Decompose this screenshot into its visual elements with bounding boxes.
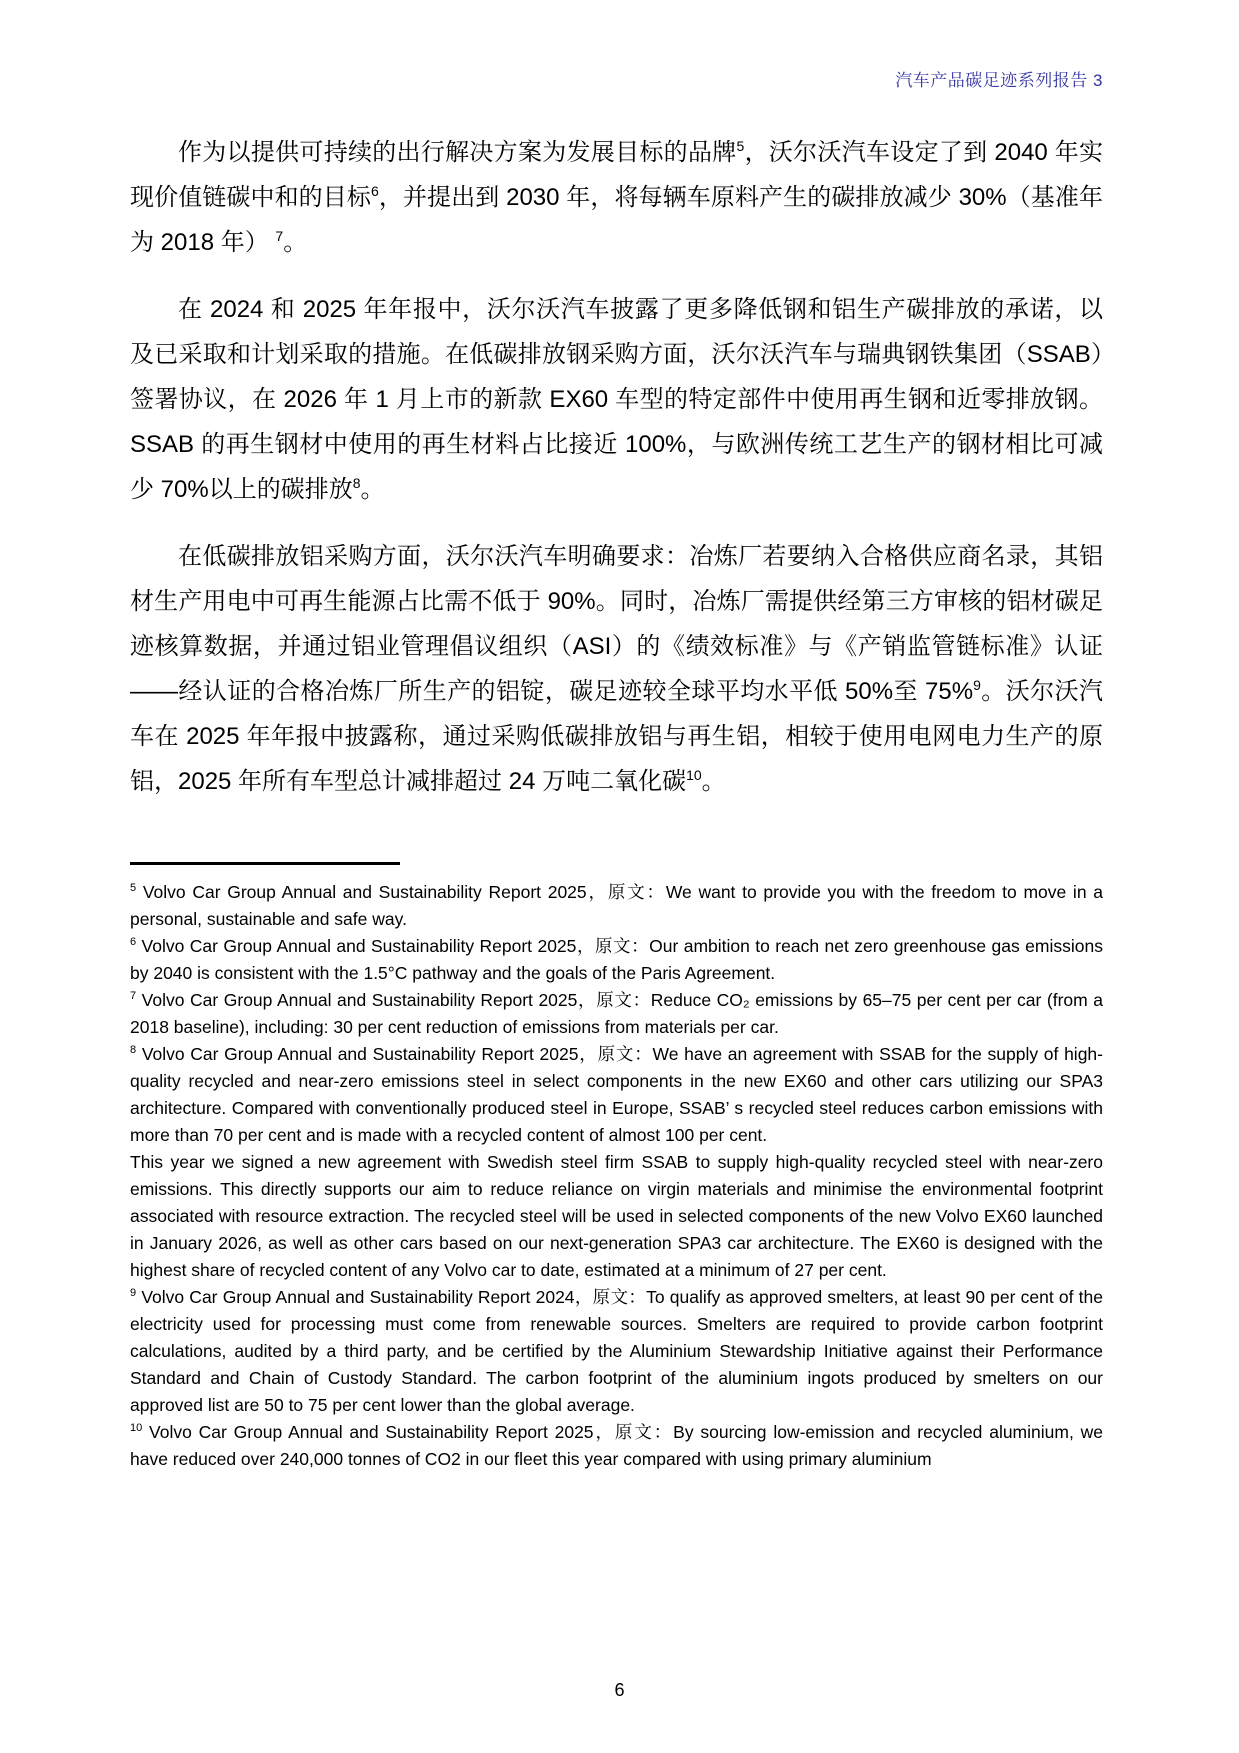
body-paragraph xyxy=(130,287,1103,512)
body-text-segment: 作为以提供可持续的出行解决方案为发展目标的品牌 xyxy=(178,139,737,166)
footnote-text: Volvo Car Group Annual and Sustainability Report 2025，原文：By sourcing low-emission and recycled aluminium, we have reduced over 240,000 tonnes of CO2 in our fleet this year compared with using primary aluminium xyxy=(130,1422,1103,1469)
footnote-text: Volvo Car Group Annual and Sustainability Report 2025，原文：Our ambition to reach net zero greenhouse gas emissions by 2040 is consistent with the 1.5°C pathway and the goals of the Paris Agreement. xyxy=(130,936,1103,983)
body-paragraph xyxy=(130,534,1103,804)
footnote-text: Volvo Car Group Annual and Sustainability Report 2025，原文：Reduce CO₂ emissions by 65–75 per cent per car (from a 2018 baseline), including: 30 per cent reduction of emissions from materials per car. xyxy=(130,990,1103,1037)
footnote-item xyxy=(130,1041,1103,1149)
footnotes-list xyxy=(130,879,1103,1473)
body-text-segment: 在 2024 和 2025 年年报中，沃尔沃汽车披露了更多降低钢和铝生产碳排放的承诺，以及已采取和计划采取的措施。在低碳排放钢采购方面，沃尔沃汽车与瑞典钢铁集团（SSAB）签署协议，在 2026 年 1 月上市的新款 EX60 车型的特定部件中使用再生钢和近零排放钢。SSAB 的再生钢材中使用的再生材料占比接近 100%，与欧洲传统工艺生产的钢材相比可减少 70%以上的碳排放 xyxy=(130,296,1103,503)
footnote-ref: 5 xyxy=(736,138,745,154)
footnote-ref: 7 xyxy=(275,228,284,244)
footnote-item xyxy=(130,1419,1103,1473)
footnote-text: This year we signed a new agreement with Swedish steel firm SSAB to supply high-quality recycled steel with near-zero emissions. This directly supports our aim to reduce reliance on virgin materials and minimise the environmental footprint associated with resource extraction. The recycled steel will be used in selected components of the new Volvo EX60 launched in January 2026, as well as other cars based on our next-generation SPA3 car architecture. The EX60 is designed with the highest share of recycled content of any Volvo car to date, estimated at a minimum of 27 per cent. xyxy=(130,1152,1103,1280)
body-text-segment: 。 xyxy=(360,476,385,503)
footnote-number: 10 xyxy=(130,1422,143,1435)
footnote-item xyxy=(130,933,1103,987)
footnote-text: Volvo Car Group Annual and Sustainability Report 2025，原文：We want to provide you with the freedom to move in a personal, sustainable and safe way. xyxy=(130,882,1103,929)
footnote-item xyxy=(130,1149,1103,1284)
body-text xyxy=(130,130,1103,804)
footnote-ref: 10 xyxy=(686,767,702,783)
body-text-segment: 。 xyxy=(283,229,308,256)
footnote-item xyxy=(130,1284,1103,1419)
body-text-segment: 。 xyxy=(701,768,726,795)
footnote-number: 7 xyxy=(130,990,137,1003)
footnote-text: Volvo Car Group Annual and Sustainability Report 2025，原文：We have an agreement with SSAB for the supply of high-quality recycled and near-zero emissions steel in select components in the new EX60 and other cars utilizing our SPA3 architecture. Compared with conventionally produced steel in Europe, SSAB’ s recycled steel reduces carbon emissions with more than 70 per cent and is made with a recycled content of almost 100 per cent. xyxy=(130,1044,1103,1145)
footnote-number: 5 xyxy=(130,882,137,895)
footnote-ref: 8 xyxy=(352,475,361,491)
footnote-number: 9 xyxy=(130,1287,137,1300)
footnote-separator xyxy=(130,862,400,865)
footnote-ref: 6 xyxy=(370,183,379,199)
footnote-text: Volvo Car Group Annual and Sustainability Report 2024，原文：To qualify as approved smelters, at least 90 per cent of the electricity used for processing must come from renewable sources. Smelters are required to provide carbon footprint calculations, audited by a third party, and be certified by the Aluminium Stewardship Initiative against their Performance Standard and Chain of Custody Standard. The carbon footprint of the aluminium ingots produced by smelters on our approved list are 50 to 75 per cent lower than the global average. xyxy=(130,1287,1103,1415)
footnote-item xyxy=(130,879,1103,933)
body-text-segment: ，并提出到 2030 年，将每辆车原料产生的碳排放减少 30%（基准年为 2018 年） xyxy=(130,184,1103,256)
footnote-item xyxy=(130,987,1103,1041)
body-paragraph xyxy=(130,130,1103,265)
page-header-title: 汽车产品碳足迹系列报告 3 xyxy=(895,71,1103,90)
footnote-number: 6 xyxy=(130,936,137,949)
footnote-number: 8 xyxy=(130,1044,137,1057)
footnote-ref: 9 xyxy=(973,677,981,693)
body-text-segment: 。沃尔沃汽车在 2025 年年报中披露称，通过采购低碳排放铝与再生铝，相较于使用电网电力生产的原铝，2025 年所有车型总计减排超过 24 万吨二氧化碳 xyxy=(130,678,1104,795)
page-number: 6 xyxy=(614,1680,625,1700)
body-text-segment: 在低碳排放铝采购方面，沃尔沃汽车明确要求：冶炼厂若要纳入合格供应商名录，其铝材生产用电中可再生能源占比需不低于 90%。同时，冶炼厂需提供经第三方审核的铝材碳足迹核算数据，并通过铝业管理倡议组织（ASI）的《绩效标准》与《产销监管链标准》认证——经认证的合格冶炼厂所生产的铝锭，碳足迹较全球平均水平低 50%至 75% xyxy=(130,543,1103,705)
body-text-segment: ，沃尔沃汽车设定了到 2040 年实现价值链碳中和的目标 xyxy=(130,139,1103,211)
